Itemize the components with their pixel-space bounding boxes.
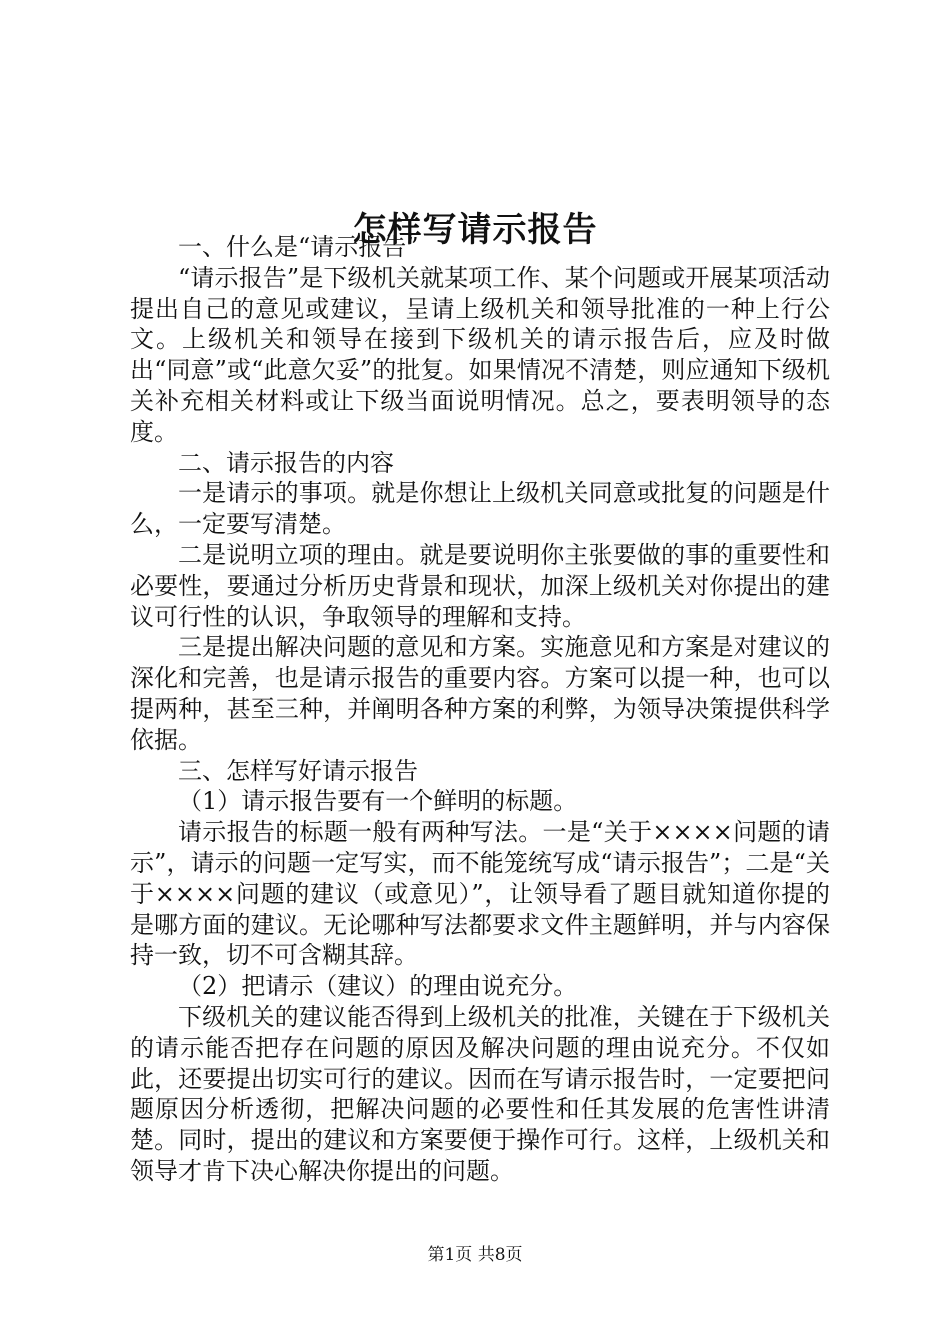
subsection-heading-1: （1）请示报告要有一个鲜明的标题。 (178, 787, 578, 816)
body-paragraph: 三是提出解决问题的意见和方案。实施意见和方案是对建议的深化和完善，也是请示报告的重要内容。方案可以提一种，也可以提两种，甚至三种，并阐明各种方案的利弊，为领导决策提供科学依据。 (130, 633, 830, 754)
subsection-heading-2: （2）把请示（建议）的理由说充分。 (178, 972, 578, 1001)
document-body (130, 232, 830, 1187)
page-number-footer: 第1页 共8页 (427, 1245, 523, 1265)
body-paragraph: 一是请示的事项。就是你想让上级机关同意或批复的问题是什么，一定要写清楚。 (130, 479, 830, 539)
section-heading-1: 一、什么是“请示报告” (178, 233, 419, 261)
body-paragraph: 请示报告的标题一般有两种写法。一是“关于××××问题的请示”，请示的问题一定写实，而不能笼统写成“请示报告”；二是“关于××××问题的建议（或意见）”，让领导看了题目就知道你提的是哪方面的建议。无论哪种写法都要求文件主题鲜明，并与内容保持一致，切不可含糊其辞。 (130, 818, 830, 970)
body-paragraph: 二是说明立项的理由。就是要说明你主张要做的事的重要性和必要性，要通过分析历史背景和现状，加深上级机关对你提出的建议可行性的认识，争取领导的理解和支持。 (130, 540, 830, 631)
body-paragraph: “请示报告”是下级机关就某项工作、某个问题或开展某项活动提出自己的意见或建议，呈请上级机关和领导批准的一种上行公文。上级机关和领导在接到下级机关的请示报告后，应及时做出“同意”或“此意欠妥”的批复。如果情况不清楚，则应通知下级机关补充相关材料或让下级当面说明情况。总之，要表明领导的态度。 (130, 263, 830, 446)
document-title: 怎样写请示报告 (352, 209, 598, 250)
section-heading-2: 二、请示报告的内容 (178, 448, 394, 477)
body-paragraph: 下级机关的建议能否得到上级机关的批准，关键在于下级机关的请示能否把存在问题的原因及解决问题的理由说充分。不仅如此，还要提出切实可行的建议。因而在写请示报告时，一定要把问题原因分析透彻，把解决问题的必要性和任其发展的危害性讲清楚。同时，提出的建议和方案要便于操作可行。这样，上级机关和领导才肯下决心解决你提出的问题。 (130, 1002, 830, 1185)
section-heading-3: 三、怎样写好请示报告 (178, 756, 418, 785)
